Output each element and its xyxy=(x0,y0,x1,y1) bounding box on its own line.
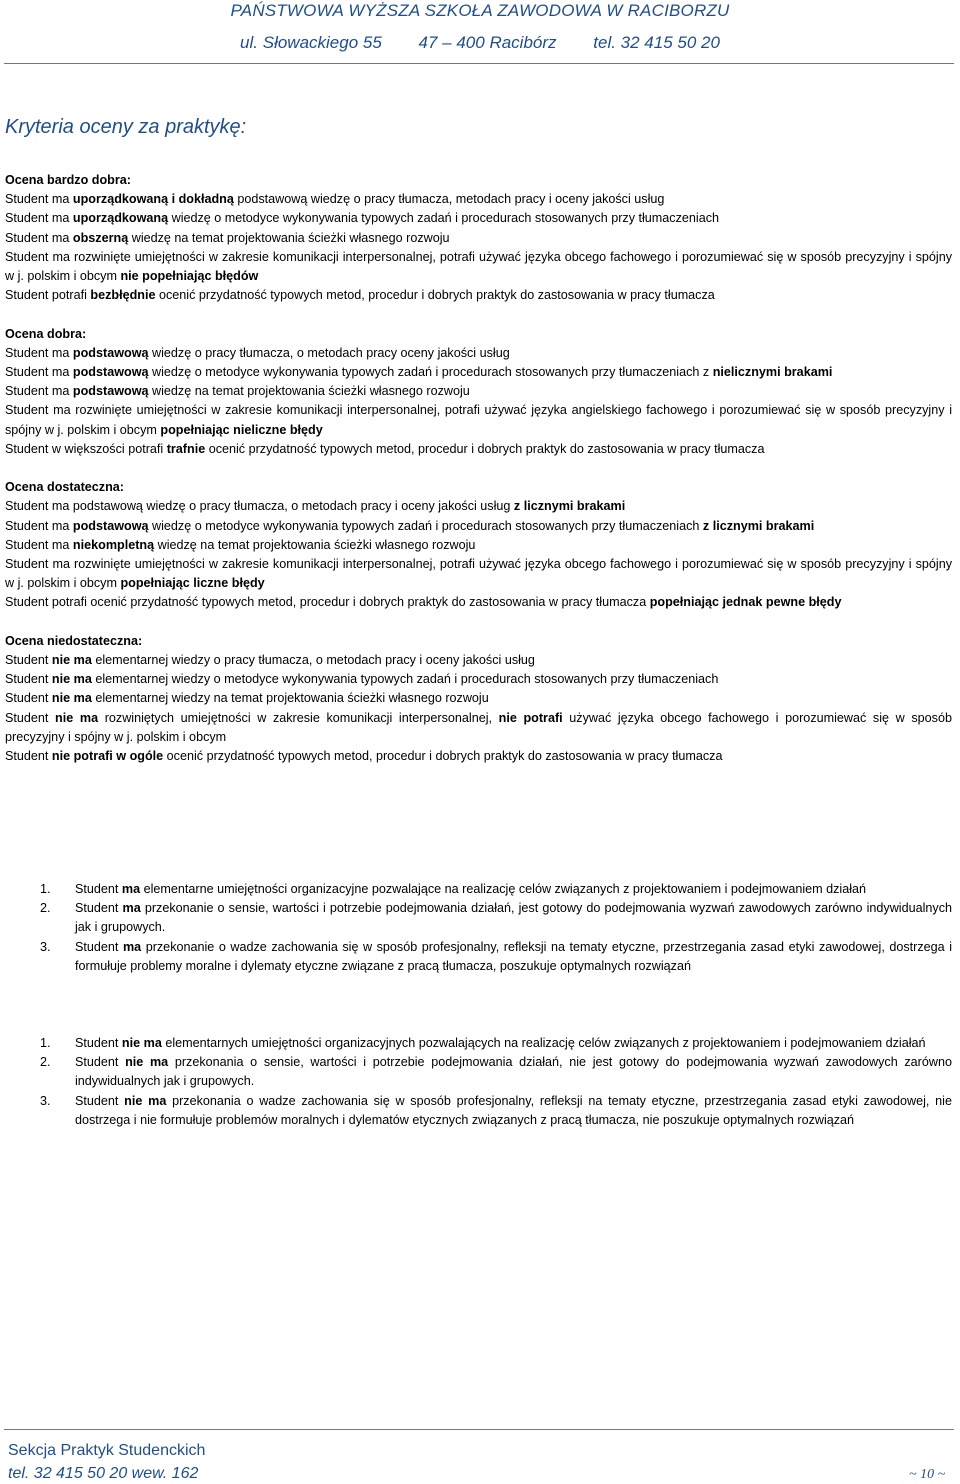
text: Student ma xyxy=(5,537,73,552)
bold-text: popełniając jednak pewne błędy xyxy=(649,595,842,610)
header-divider xyxy=(4,63,954,64)
bold-text: podstawową xyxy=(72,365,149,380)
bold-text: podstawową xyxy=(72,384,149,399)
bold-text: ma xyxy=(122,901,141,916)
list-number: 3. xyxy=(40,1093,51,1108)
list-item xyxy=(0,938,952,976)
text: Student ma rozwinięte umiejętności w zakresie komunikacji interpersonalnej, potrafi używać języka obcego fachowego i porozumiewać się w sposób precyzyjny i spójny w j. polskim i obcym xyxy=(5,249,952,284)
competence-list-positive xyxy=(0,880,952,976)
competence-list-negative xyxy=(0,1034,952,1130)
school-name: PAŃSTWOWA WYŻSZA SZKOŁA ZAWODOWA W RACIBORZU xyxy=(230,1,730,20)
list-number: 2. xyxy=(40,1055,51,1070)
text: Student ma xyxy=(5,211,73,226)
text: Student ma xyxy=(5,365,73,380)
text: Student ma rozwinięte umiejętności w zakresie komunikacji interpersonalnej, potrafi używać języka angielskiego fachowego i porozumiewać się w sposób precyzyjny i spójny w j. polskim i obcym xyxy=(5,403,952,437)
bold-text: nie ma xyxy=(124,1093,167,1108)
list-number: 1. xyxy=(40,882,51,896)
bold-text: nie ma xyxy=(51,691,92,706)
text: wiedzę na temat projektowania ścieżki własnego rozwoju xyxy=(154,537,476,552)
criterion-line xyxy=(5,401,952,439)
criterion-line xyxy=(5,382,952,401)
text: Student xyxy=(75,1036,122,1050)
address-street: ul. Słowackiego 55 xyxy=(240,33,382,52)
bold-text: popełniając liczne błędy xyxy=(120,576,265,591)
criterion-line xyxy=(5,497,952,516)
list-number: 3. xyxy=(40,939,51,954)
list-item xyxy=(0,1092,952,1130)
address-postal: 47 – 400 Racibórz xyxy=(418,33,557,52)
text: przekonania o wadze zachowania się w sposób profesjonalny, refleksji na tematy etyczne, przestrzegania zasad etyki zawodowej, nie dostrzega i nie formułuje problemów moralnych i dylematów etycznych związanych z pracą tłumacza, nie poszukuje optymalnych rozwiązań xyxy=(75,1093,952,1127)
text: Student ma podstawową wiedzę o pracy tłumacza, o metodach pracy i oceny jakości usług xyxy=(5,499,514,514)
school-address xyxy=(0,33,960,53)
criterion-line xyxy=(5,440,952,459)
text: wiedzę o metodyce wykonywania typowych zadań i procedurach stosowanych przy tłumaczeniach xyxy=(168,211,719,226)
text: Student xyxy=(75,939,123,954)
footer-section: Sekcja Praktyk Studenckich xyxy=(8,1442,206,1459)
criterion-line xyxy=(5,286,952,305)
bold-text: nie ma xyxy=(121,1036,162,1050)
footer-divider xyxy=(4,1429,954,1430)
text: elementarne umiejętności organizacyjne pozwalające na realizację celów związanych z projektowaniem i podejmowaniem działań xyxy=(140,882,867,896)
text: Student xyxy=(5,653,52,668)
bold-text: nie ma xyxy=(51,653,92,668)
text: elementarnych umiejętności organizacyjnych pozwalających na realizację celów związanych z projektowaniem i podejmowaniem działań xyxy=(161,1036,926,1050)
text: podstawową wiedzę o pracy tłumacza, metodach pracy i oceny jakości usług xyxy=(233,192,665,207)
list-item xyxy=(0,880,952,899)
text: wiedzę o metodyce wykonywania typowych zadań i procedurach stosowanych przy tłumaczeniach z xyxy=(148,365,713,380)
text: przekonania o sensie, wartości i potrzebie podejmowania działań, nie jest gotowy do podejmowania wyzwań zawodowych zarówno indywidualnych jak i grupowych. xyxy=(75,1055,952,1089)
text: ocenić przydatność typowych metod, procedur i dobrych praktyk do zastosowania w pracy tłumacza xyxy=(163,749,723,764)
criterion-line xyxy=(5,229,952,248)
grade-title: Ocena bardzo dobra: xyxy=(5,173,131,187)
criterion-line xyxy=(5,709,952,747)
bold-text: niekompletną xyxy=(72,537,155,552)
grade-title: Ocena dobra: xyxy=(5,326,87,341)
bold-text: popełniając nieliczne błędy xyxy=(160,422,323,437)
criterion-line xyxy=(5,651,952,670)
bold-text: nie potrafi w ogóle xyxy=(51,749,164,764)
bold-text: trafnie xyxy=(166,441,206,456)
text: wiedzę na temat projektowania ścieżki własnego rozwoju xyxy=(148,384,470,399)
bold-text: podstawową xyxy=(72,518,149,533)
bold-text: podstawową xyxy=(72,345,149,360)
text: Student ma xyxy=(5,345,73,360)
bold-text: z licznymi brakami xyxy=(702,518,815,533)
text: wiedzę o metodyce wykonywania typowych zadań i procedurach stosowanych przy tłumaczeniach xyxy=(148,518,703,533)
grade-section xyxy=(5,171,952,305)
bold-text: ma xyxy=(121,882,141,896)
text: Student xyxy=(5,672,52,687)
criterion-line xyxy=(5,344,952,363)
page-number: ~ 10 ~ xyxy=(909,1467,946,1482)
text: używać języka obcego fachowego i porozumiewać się w sposób precyzyjny i spójny w j. polskim i obcym xyxy=(5,710,952,744)
criteria-sections xyxy=(5,171,952,785)
text: elementarnej wiedzy o pracy tłumacza, o metodach pracy i oceny jakości usług xyxy=(91,653,535,668)
grade-section xyxy=(5,632,952,766)
address-phone: tel. 32 415 50 20 xyxy=(593,33,720,52)
grade-section xyxy=(5,325,952,459)
text: przekonanie o sensie, wartości i potrzebie podejmowania działań, jest gotowy do podejmowania wyzwań zawodowych zarówno indywidualnych jak i grupowych. xyxy=(75,901,952,935)
text: wiedzę na temat projektowania ścieżki własnego rozwoju xyxy=(128,230,450,245)
criterion-line xyxy=(5,593,952,612)
text: Student xyxy=(75,1093,125,1108)
criterion-line xyxy=(5,517,952,536)
criterion-line xyxy=(5,670,952,689)
list-item xyxy=(0,899,952,937)
bold-text: nie ma xyxy=(55,710,99,725)
criterion-line xyxy=(5,747,952,766)
bold-text: nie popełniając błędów xyxy=(120,269,259,284)
text: Student xyxy=(5,691,52,706)
grade-title: Ocena dostateczna: xyxy=(5,480,124,495)
list-item xyxy=(0,1034,952,1053)
text: Student ma rozwinięte umiejętności w zakresie komunikacji interpersonalnej, potrafi używać języka obcego fachowego i porozumiewać się w sposób precyzyjny i spójny w j. polskim i obcym xyxy=(5,557,952,591)
criterion-line xyxy=(5,536,952,555)
criterion-line xyxy=(5,689,952,708)
grade-section xyxy=(5,478,952,612)
bold-text: nie ma xyxy=(51,672,92,687)
grade-title: Ocena niedostateczna: xyxy=(5,633,143,648)
bold-text: obszerną xyxy=(72,230,129,245)
text: Student xyxy=(5,710,56,725)
criterion-line xyxy=(5,209,952,228)
bold-text: z licznymi brakami xyxy=(513,499,626,514)
bold-text: uporządkowaną xyxy=(72,211,169,226)
bold-text: nie ma xyxy=(125,1055,169,1070)
text: Student ma xyxy=(5,230,73,245)
bold-text: nielicznymi brakami xyxy=(712,365,833,380)
criterion-line xyxy=(5,363,952,382)
text: Student potrafi xyxy=(5,288,91,303)
bold-text: bezbłędnie xyxy=(90,288,156,303)
list-number: 1. xyxy=(40,1036,51,1050)
text: Student w większości potrafi xyxy=(5,441,167,456)
text: elementarnej wiedzy na temat projektowania ścieżki własnego rozwoju xyxy=(91,691,489,706)
criterion-line xyxy=(5,248,952,286)
text: przekonanie o wadze zachowania się w sposób profesjonalny, refleksji na tematy etyczne, przestrzegania zasad etyki zawodowej, dostrzega i formułuje problemy moralne i dylematy etyczne związane z pracą tłumacza, poszukuje optymalnych rozwiązań xyxy=(75,939,952,973)
bold-text: uporządkowaną i dokładną xyxy=(72,192,234,207)
criterion-line xyxy=(5,190,952,209)
text: rozwiniętych umiejętności w zakresie komunikacji interpersonalnej, xyxy=(98,710,499,725)
text: Student ma xyxy=(5,518,73,533)
text: Student potrafi ocenić przydatność typowych metod, procedur i dobrych praktyk do zastosowania w pracy tłumacza xyxy=(5,595,650,610)
text: elementarnej wiedzy o metodyce wykonywania typowych zadań i procedurach stosowanych przy tłumaczeniach xyxy=(91,672,719,687)
text: Student xyxy=(75,1055,126,1070)
text: Student xyxy=(75,882,122,896)
list-number: 2. xyxy=(40,901,51,916)
text: Student ma xyxy=(5,192,73,207)
text: Student xyxy=(5,749,52,764)
criterion-line xyxy=(5,555,952,593)
text: Student ma xyxy=(5,384,73,399)
page-title: Kryteria oceny za praktykę: xyxy=(5,116,247,138)
bold-text: ma xyxy=(122,939,142,954)
list-item xyxy=(0,1053,952,1091)
text: ocenić przydatność typowych metod, procedur i dobrych praktyk do zastosowania w pracy tłumacza xyxy=(205,441,765,456)
text: wiedzę o pracy tłumacza, o metodach pracy oceny jakości usług xyxy=(148,345,510,360)
footer-phone: tel. 32 415 50 20 wew. 162 xyxy=(8,1465,199,1482)
bold-text: nie potrafi xyxy=(498,710,563,725)
text: Student xyxy=(75,901,123,916)
text: ocenić przydatność typowych metod, procedur i dobrych praktyk do zastosowania w pracy tłumacza xyxy=(155,288,715,303)
